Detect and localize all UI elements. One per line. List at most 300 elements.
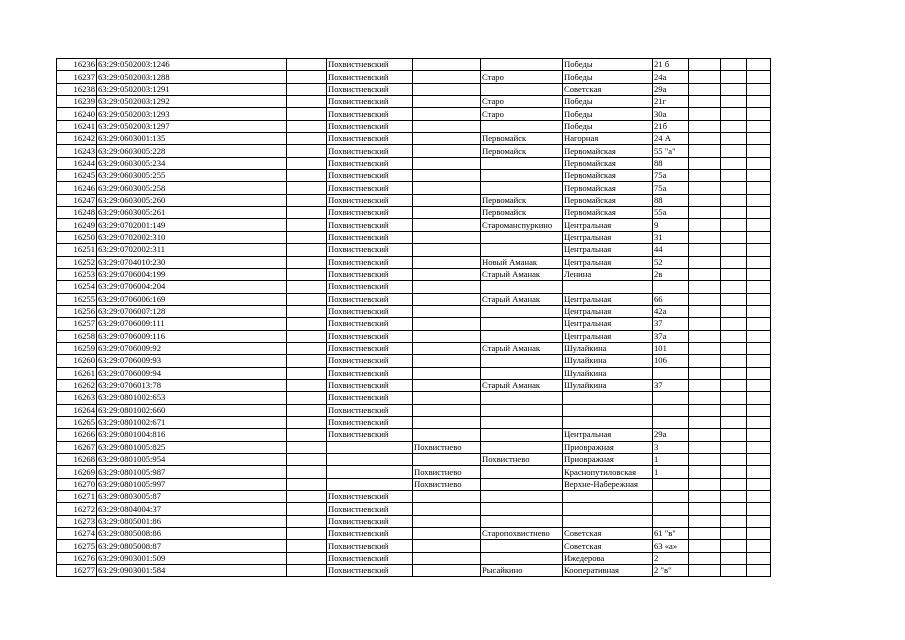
street-cell: Центральная [563, 318, 653, 330]
district-cell [327, 478, 413, 490]
cadastral-number-cell: 63:29:0603005:260 [97, 194, 287, 206]
cadastral-number-cell: 63:29:0803005:87 [97, 491, 287, 503]
settlement-cell [481, 182, 563, 194]
record-number-cell: 16247 [57, 194, 97, 206]
empty-cell [721, 293, 747, 305]
record-number-cell: 16238 [57, 83, 97, 95]
table-row [57, 441, 771, 453]
house-number-cell: 29а [653, 83, 689, 95]
record-number-cell: 16273 [57, 515, 97, 527]
settlement-cell: Старо [481, 96, 563, 108]
house-number-cell: 106 [653, 355, 689, 367]
settlement-cell: Похвистнево [481, 454, 563, 466]
table-row [57, 182, 771, 194]
street-cell: Победы [563, 96, 653, 108]
record-number-cell: 16254 [57, 281, 97, 293]
record-number-cell: 16265 [57, 416, 97, 428]
house-number-cell: 101 [653, 342, 689, 354]
district-cell [327, 466, 413, 478]
city-cell [413, 268, 481, 280]
empty-cell [747, 231, 771, 243]
house-number-cell: 21г [653, 96, 689, 108]
district-cell: Похвистневский [327, 367, 413, 379]
record-number-cell: 16259 [57, 342, 97, 354]
empty-cell [689, 416, 721, 428]
house-number-cell: 55 "а" [653, 145, 689, 157]
street-cell [563, 392, 653, 404]
cadastral-number-cell: 63:29:0603005:261 [97, 207, 287, 219]
empty-cell [747, 293, 771, 305]
empty-cell [689, 59, 721, 71]
empty-cell [287, 540, 327, 552]
empty-cell [721, 565, 747, 577]
table-row [57, 59, 771, 71]
street-cell: Советская [563, 540, 653, 552]
house-number-cell: 75а [653, 182, 689, 194]
empty-cell [689, 491, 721, 503]
empty-cell [689, 281, 721, 293]
street-cell: Нагорная [563, 133, 653, 145]
city-cell [413, 454, 481, 466]
record-number-cell: 16263 [57, 392, 97, 404]
empty-cell [747, 318, 771, 330]
cadastral-number-cell: 63:29:0801005:954 [97, 454, 287, 466]
record-number-cell: 16239 [57, 96, 97, 108]
empty-cell [689, 194, 721, 206]
table-row [57, 503, 771, 515]
city-cell [413, 108, 481, 120]
settlement-cell [481, 466, 563, 478]
table-row [57, 71, 771, 83]
street-cell [563, 404, 653, 416]
street-cell: Победы [563, 59, 653, 71]
street-cell: Центральная [563, 293, 653, 305]
district-cell: Похвистневский [327, 293, 413, 305]
house-number-cell: 30а [653, 108, 689, 120]
house-number-cell: 52 [653, 256, 689, 268]
street-cell [563, 281, 653, 293]
cadastral-number-cell: 63:29:0801005:997 [97, 478, 287, 490]
empty-cell [721, 379, 747, 391]
record-number-cell: 16274 [57, 528, 97, 540]
table-row [57, 293, 771, 305]
house-number-cell: 37а [653, 330, 689, 342]
house-number-cell: 3 [653, 441, 689, 453]
street-cell: Первомайская [563, 194, 653, 206]
street-cell: Центральная [563, 256, 653, 268]
empty-cell [721, 219, 747, 231]
empty-cell [689, 170, 721, 182]
table-row [57, 231, 771, 243]
record-number-cell: 16249 [57, 219, 97, 231]
empty-cell [747, 528, 771, 540]
empty-cell [689, 379, 721, 391]
empty-cell [287, 305, 327, 317]
table-row [57, 170, 771, 182]
house-number-cell [653, 404, 689, 416]
cadastral-number-cell: 63:29:0801002:671 [97, 416, 287, 428]
house-number-cell: 88 [653, 157, 689, 169]
record-number-cell: 16275 [57, 540, 97, 552]
house-number-cell: 21б [653, 120, 689, 132]
table-row [57, 454, 771, 466]
empty-cell [287, 231, 327, 243]
city-cell [413, 515, 481, 527]
empty-cell [689, 244, 721, 256]
house-number-cell [653, 503, 689, 515]
empty-cell [721, 318, 747, 330]
empty-cell [287, 133, 327, 145]
street-cell: Верхне-Набережная [563, 478, 653, 490]
cadastral-number-cell: 63:29:0706007:128 [97, 305, 287, 317]
empty-cell [747, 540, 771, 552]
table-row [57, 145, 771, 157]
empty-cell [287, 170, 327, 182]
house-number-cell: 1 [653, 454, 689, 466]
table-row [57, 120, 771, 132]
record-number-cell: 16262 [57, 379, 97, 391]
register-sheet [56, 58, 771, 577]
record-number-cell: 16258 [57, 330, 97, 342]
street-cell: Первомайская [563, 182, 653, 194]
street-cell [563, 416, 653, 428]
settlement-cell [481, 157, 563, 169]
house-number-cell: 44 [653, 244, 689, 256]
cadastral-number-cell: 63:29:0805008:86 [97, 528, 287, 540]
cadastral-number-cell: 63:29:0502003:1291 [97, 83, 287, 95]
district-cell: Похвистневский [327, 268, 413, 280]
table-row [57, 219, 771, 231]
empty-cell [287, 330, 327, 342]
empty-cell [689, 219, 721, 231]
empty-cell [747, 305, 771, 317]
table-row [57, 342, 771, 354]
empty-cell [689, 318, 721, 330]
empty-cell [689, 268, 721, 280]
cadastral-number-cell: 63:29:0603005:228 [97, 145, 287, 157]
table-row [57, 256, 771, 268]
city-cell: Похвистнево [413, 441, 481, 453]
empty-cell [747, 466, 771, 478]
district-cell: Похвистневский [327, 392, 413, 404]
empty-cell [721, 133, 747, 145]
empty-cell [721, 83, 747, 95]
empty-cell [721, 71, 747, 83]
empty-cell [721, 330, 747, 342]
table-row [57, 552, 771, 564]
table-row [57, 528, 771, 540]
street-cell: Шулайкина [563, 355, 653, 367]
empty-cell [721, 491, 747, 503]
empty-cell [721, 170, 747, 182]
register-table [56, 58, 771, 577]
empty-cell [287, 342, 327, 354]
cadastral-number-cell: 63:29:0706009:116 [97, 330, 287, 342]
cadastral-number-cell: 63:29:0704010:230 [97, 256, 287, 268]
district-cell: Похвистневский [327, 429, 413, 441]
settlement-cell [481, 281, 563, 293]
empty-cell [721, 478, 747, 490]
city-cell [413, 133, 481, 145]
empty-cell [747, 145, 771, 157]
house-number-cell: 24а [653, 71, 689, 83]
house-number-cell [653, 392, 689, 404]
street-cell: Первомайская [563, 145, 653, 157]
empty-cell [287, 379, 327, 391]
settlement-cell [481, 441, 563, 453]
cadastral-number-cell: 63:29:0801002:660 [97, 404, 287, 416]
city-cell [413, 182, 481, 194]
city-cell [413, 59, 481, 71]
district-cell: Похвистневский [327, 133, 413, 145]
table-row [57, 133, 771, 145]
city-cell [413, 281, 481, 293]
city-cell [413, 503, 481, 515]
city-cell [413, 416, 481, 428]
record-number-cell: 16257 [57, 318, 97, 330]
empty-cell [721, 145, 747, 157]
city-cell [413, 540, 481, 552]
empty-cell [287, 194, 327, 206]
district-cell: Похвистневский [327, 515, 413, 527]
empty-cell [287, 281, 327, 293]
record-number-cell: 16244 [57, 157, 97, 169]
empty-cell [287, 429, 327, 441]
table-row [57, 565, 771, 577]
record-number-cell: 16264 [57, 404, 97, 416]
settlement-cell: Первомайск [481, 133, 563, 145]
city-cell [413, 120, 481, 132]
district-cell: Похвистневский [327, 305, 413, 317]
empty-cell [287, 293, 327, 305]
empty-cell [747, 392, 771, 404]
district-cell: Похвистневский [327, 355, 413, 367]
house-number-cell: 24 А [653, 133, 689, 145]
city-cell [413, 404, 481, 416]
district-cell: Похвистневский [327, 528, 413, 540]
house-number-cell: 21 б [653, 59, 689, 71]
empty-cell [721, 157, 747, 169]
house-number-cell: 9 [653, 219, 689, 231]
record-number-cell: 16269 [57, 466, 97, 478]
empty-cell [287, 71, 327, 83]
table-row [57, 404, 771, 416]
empty-cell [689, 342, 721, 354]
street-cell: Первомайская [563, 157, 653, 169]
table-row [57, 330, 771, 342]
empty-cell [747, 120, 771, 132]
cadastral-number-cell: 63:29:0706013:78 [97, 379, 287, 391]
cadastral-number-cell: 63:29:0603005:234 [97, 157, 287, 169]
cadastral-number-cell: 63:29:0706009:111 [97, 318, 287, 330]
empty-cell [287, 83, 327, 95]
empty-cell [721, 182, 747, 194]
empty-cell [689, 293, 721, 305]
settlement-cell [481, 231, 563, 243]
cadastral-number-cell: 63:29:0706009:93 [97, 355, 287, 367]
district-cell [327, 441, 413, 453]
register-table-body [57, 59, 771, 577]
settlement-cell [481, 404, 563, 416]
city-cell [413, 330, 481, 342]
cadastral-number-cell: 63:29:0502003:1246 [97, 59, 287, 71]
street-cell: Кооперативная [563, 565, 653, 577]
empty-cell [287, 207, 327, 219]
empty-cell [721, 454, 747, 466]
empty-cell [287, 367, 327, 379]
empty-cell [689, 503, 721, 515]
empty-cell [689, 83, 721, 95]
empty-cell [721, 416, 747, 428]
settlement-cell [481, 59, 563, 71]
cadastral-number-cell: 63:29:0801004:816 [97, 429, 287, 441]
district-cell: Похвистневский [327, 157, 413, 169]
city-cell [413, 71, 481, 83]
cadastral-number-cell: 63:29:0603001:135 [97, 133, 287, 145]
settlement-cell [481, 540, 563, 552]
empty-cell [747, 157, 771, 169]
table-row [57, 108, 771, 120]
street-cell: Советская [563, 528, 653, 540]
empty-cell [689, 552, 721, 564]
table-row [57, 478, 771, 490]
record-number-cell: 16248 [57, 207, 97, 219]
street-cell [563, 515, 653, 527]
empty-cell [287, 96, 327, 108]
table-row [57, 207, 771, 219]
empty-cell [689, 231, 721, 243]
empty-cell [747, 429, 771, 441]
empty-cell [287, 244, 327, 256]
empty-cell [747, 355, 771, 367]
city-cell [413, 194, 481, 206]
house-number-cell [653, 416, 689, 428]
empty-cell [747, 515, 771, 527]
empty-cell [689, 392, 721, 404]
settlement-cell [481, 330, 563, 342]
street-cell: Первомайская [563, 170, 653, 182]
empty-cell [721, 108, 747, 120]
district-cell: Похвистневский [327, 182, 413, 194]
empty-cell [287, 466, 327, 478]
street-cell [563, 503, 653, 515]
district-cell: Похвистневский [327, 231, 413, 243]
empty-cell [721, 207, 747, 219]
empty-cell [721, 120, 747, 132]
city-cell: Похвистнево [413, 478, 481, 490]
district-cell: Похвистневский [327, 540, 413, 552]
empty-cell [689, 133, 721, 145]
empty-cell [721, 355, 747, 367]
street-cell: Приовражная [563, 441, 653, 453]
city-cell [413, 256, 481, 268]
empty-cell [721, 429, 747, 441]
empty-cell [721, 528, 747, 540]
house-number-cell: 37 [653, 318, 689, 330]
empty-cell [689, 157, 721, 169]
empty-cell [721, 256, 747, 268]
empty-cell [747, 491, 771, 503]
record-number-cell: 16245 [57, 170, 97, 182]
empty-cell [747, 244, 771, 256]
settlement-cell [481, 552, 563, 564]
table-row [57, 355, 771, 367]
settlement-cell: Старый Аманак [481, 379, 563, 391]
record-number-cell: 16266 [57, 429, 97, 441]
district-cell: Похвистневский [327, 379, 413, 391]
city-cell [413, 293, 481, 305]
house-number-cell [653, 281, 689, 293]
city-cell [413, 157, 481, 169]
settlement-cell [481, 503, 563, 515]
empty-cell [287, 528, 327, 540]
house-number-cell [653, 491, 689, 503]
empty-cell [721, 392, 747, 404]
settlement-cell [481, 416, 563, 428]
empty-cell [287, 454, 327, 466]
empty-cell [747, 133, 771, 145]
empty-cell [689, 404, 721, 416]
cadastral-number-cell: 63:29:0502003:1292 [97, 96, 287, 108]
empty-cell [287, 219, 327, 231]
street-cell: Победы [563, 120, 653, 132]
empty-cell [689, 454, 721, 466]
empty-cell [721, 268, 747, 280]
district-cell: Похвистневский [327, 342, 413, 354]
cadastral-number-cell: 63:29:0706009:94 [97, 367, 287, 379]
house-number-cell: 31 [653, 231, 689, 243]
table-row [57, 157, 771, 169]
empty-cell [721, 305, 747, 317]
cadastral-number-cell: 63:29:0603005:258 [97, 182, 287, 194]
empty-cell [721, 515, 747, 527]
table-row [57, 96, 771, 108]
settlement-cell: Первомайск [481, 207, 563, 219]
cadastral-number-cell: 63:29:0903001:509 [97, 552, 287, 564]
district-cell: Похвистневский [327, 59, 413, 71]
settlement-cell [481, 305, 563, 317]
cadastral-number-cell: 63:29:0801002:653 [97, 392, 287, 404]
house-number-cell: 29а [653, 429, 689, 441]
empty-cell [689, 565, 721, 577]
cadastral-number-cell: 63:29:0706006:169 [97, 293, 287, 305]
city-cell [413, 219, 481, 231]
record-number-cell: 16251 [57, 244, 97, 256]
cadastral-number-cell: 63:29:0804004:37 [97, 503, 287, 515]
house-number-cell: 37 [653, 379, 689, 391]
district-cell: Похвистневский [327, 207, 413, 219]
district-cell: Похвистневский [327, 404, 413, 416]
empty-cell [747, 478, 771, 490]
record-number-cell: 16276 [57, 552, 97, 564]
empty-cell [721, 194, 747, 206]
street-cell: Центральная [563, 244, 653, 256]
street-cell [563, 491, 653, 503]
settlement-cell [481, 478, 563, 490]
city-cell [413, 231, 481, 243]
empty-cell [689, 96, 721, 108]
empty-cell [721, 441, 747, 453]
house-number-cell [653, 478, 689, 490]
empty-cell [287, 503, 327, 515]
cadastral-number-cell: 63:29:0603005:255 [97, 170, 287, 182]
settlement-cell: Староманспуркино [481, 219, 563, 231]
city-cell [413, 83, 481, 95]
empty-cell [721, 466, 747, 478]
street-cell: Приовражная [563, 454, 653, 466]
empty-cell [689, 367, 721, 379]
cadastral-number-cell: 63:29:0801005:825 [97, 441, 287, 453]
